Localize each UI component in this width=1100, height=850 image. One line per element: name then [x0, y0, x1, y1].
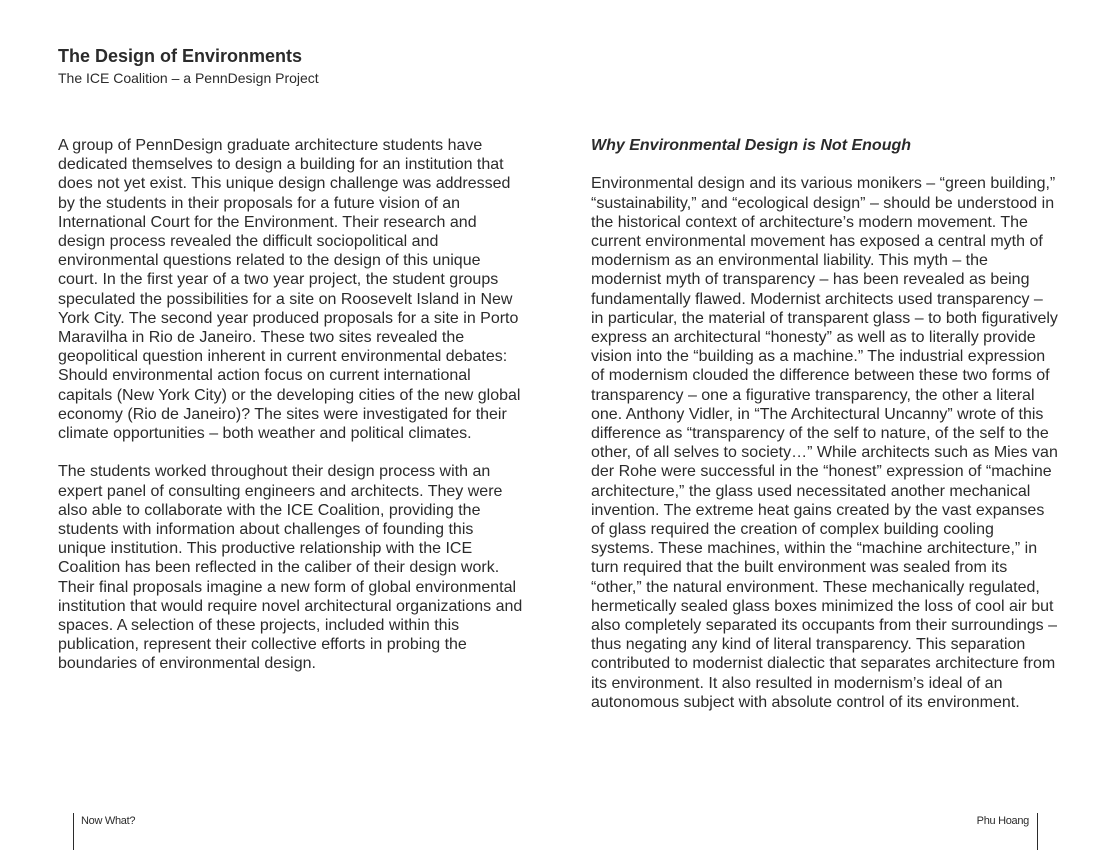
- left-column: [58, 136, 523, 693]
- right-paragraph-1: Environmental design and its various monikers – “green building,” “sustainability,” and “ecological design” – should be understood in the historical context of architecture’s modern movement. The current environmental movement has exposed a central myth of modernism as an environmental liability. This myth – the modernist myth of transparency – has been revealed as being fundamentally flawed. Modernist architects used transparency – in particular, the material of transparent glass – to both figuratively express an architectural “honesty” as well as to literally provide vision into the “building as a machine.” The industrial expression of modernism clouded the difference between these two forms of transparency – one a figurative transparency, the other a literal one. Anthony Vidler, in “The Architectural Uncanny” wrote of this difference as “transparency of the self to nature, of the self to the other, of all selves to society…” While architects such as Mies van der Rohe were successful in the “honest” expression of “machine architecture,” the glass used necessitated another mechanical invention. The extreme heat gains created by the vast expanses of glass required the creation of complex building cooling systems. These machines, within the “machine architecture,” in turn required that the built environment was sealed from its “other,” the natural environment. These mechanically regulated, hermetically sealed glass boxes minimized the loss of cool air but also completely separated its occupants from their surroundings – thus negating any kind of literal transparency. This separation contributed to modernist dialectic that separates architecture from its environment. It also resulted in modernism’s ideal of an autonomous subject with absolute control of its environment.: [591, 175, 1058, 711]
- right-column: [591, 136, 1059, 731]
- section-heading: Why Environmental Design is Not Enough: [591, 137, 912, 154]
- page-title: The Design of Environments: [58, 46, 303, 66]
- left-paragraph-1: A group of PennDesign graduate architecture students have dedicated themselves to design a building for an institution that does not yet exist. This unique design challenge was addressed by the students in their proposals for a future vision of an International Court for the Environment. Their research and design process revealed the difficult sociopolitical and environmental questions related to the design of this unique court. In the first year of a two year project, the student groups speculated the possibilities for a site on Roosevelt Island in New York City. The second year produced proposals for a site in Porto Maravilha in Rio de Janeiro. These two sites revealed the geopolitical question inherent in current environmental debates: Should environmental action focus on current international capitals (New York City) or the developing cities of the new global economy (Rio de Janeiro)? The sites were investigated for their climate opportunities – both weather and political climates.: [58, 137, 521, 443]
- page-subtitle: The ICE Coalition – a PennDesign Project: [58, 70, 319, 86]
- left-paragraph-2: The students worked throughout their design process with an expert panel of consulting engineers and architects. They were also able to collaborate with the ICE Coalition, providing the students with information about challenges of founding this unique institution. This productive relationship with the ICE Coalition has been reflected in the caliber of their design work. Their final proposals imagine a new form of global environmental institution that would require novel architectural organizations and spaces. A selection of these projects, included within this publication, represent their collective efforts in probing the boundaries of environmental design.: [58, 463, 523, 673]
- page-header: [58, 44, 319, 88]
- footer-left-label: Now What?: [73, 813, 135, 850]
- footer-right-label: Phu Hoang: [977, 813, 1038, 850]
